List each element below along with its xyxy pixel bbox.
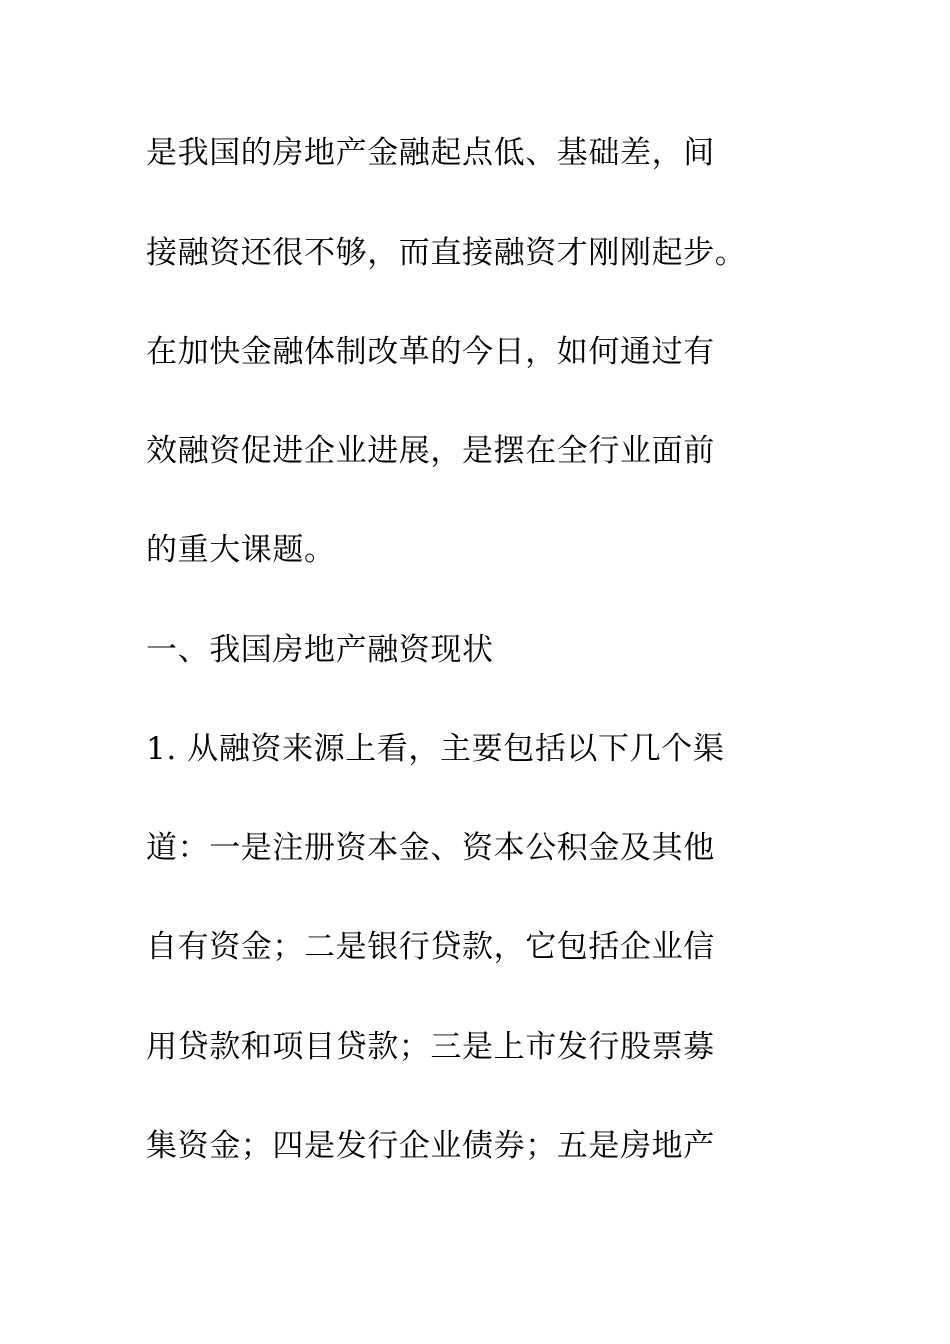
paragraph-line-8: 道：一是注册资本金、资本公积金及其他: [146, 830, 715, 866]
paragraph-line-4: 效融资促进企业进展，是摆在全行业面前: [146, 433, 715, 469]
paragraph-line-2: 接融资还很不够，而直接融资才刚刚起步。: [146, 235, 747, 271]
paragraph-line-3: 在加快金融体制改革的今日，如何通过有: [146, 334, 715, 370]
paragraph-line-11: 集资金；四是发行企业债券；五是房地产: [146, 1128, 715, 1164]
paragraph-line-9: 自有资金；二是银行贷款，它包括企业信: [146, 929, 715, 965]
paragraph-line-10: 用贷款和项目贷款；三是上市发行股票募: [146, 1029, 715, 1065]
paragraph-line-1: 是我国的房地产金融起点低、基础差，间: [146, 135, 715, 171]
section-heading: 一、我国房地产融资现状: [146, 632, 494, 668]
paragraph-line-5: 的重大课题。: [146, 532, 336, 568]
paragraph-line-7: 1. 从融资来源上看，主要包括以下几个渠: [146, 731, 725, 767]
